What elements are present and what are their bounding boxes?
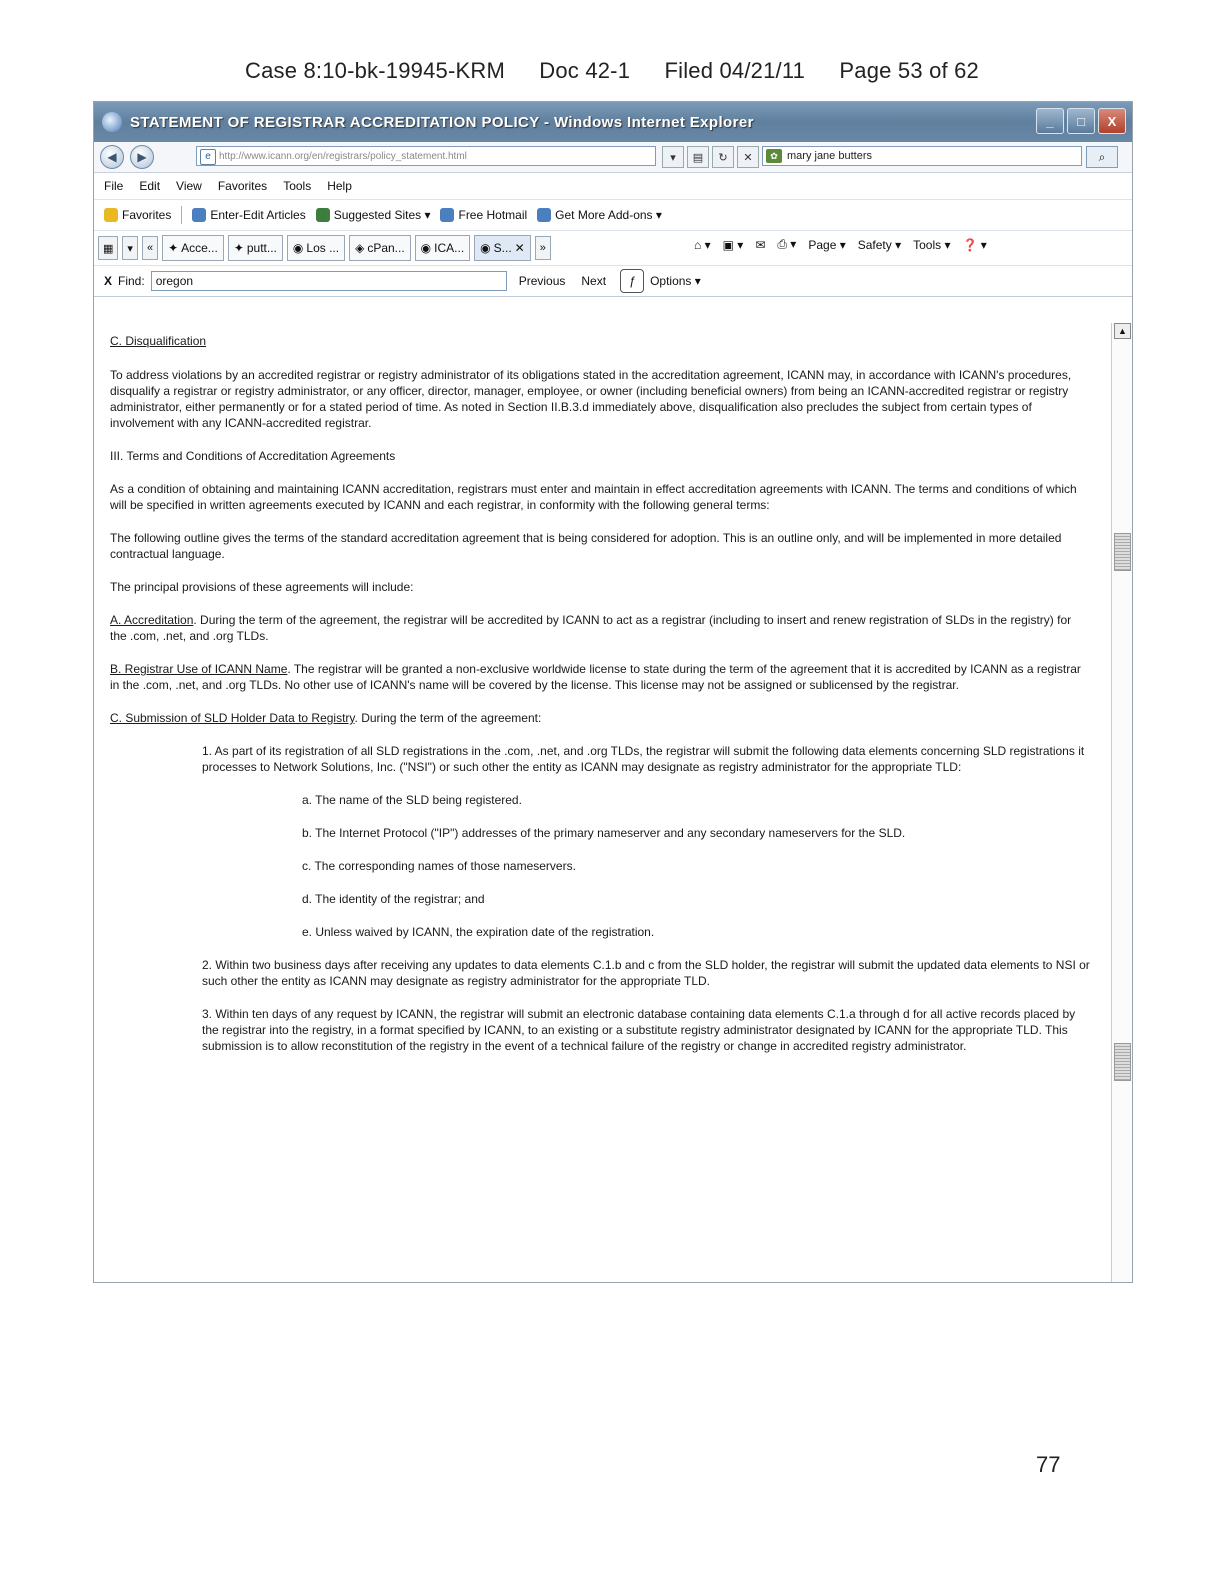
fav-get-addons-label: Get More Add-ons ▾ (555, 208, 662, 222)
url-field[interactable] (196, 146, 656, 166)
find-bar (94, 266, 1132, 297)
browser-tab[interactable] (162, 235, 224, 261)
search-provider-icon: ✿ (766, 149, 782, 163)
browser-tab[interactable] (287, 235, 345, 261)
paragraph-text: . During the term of the agreement, the registrar will be accredited by ICANN to act as a registrar (including to insert and renew registration of SLDs in the registry) for the .com, .net, and .org TLDs. (110, 613, 1072, 643)
close-tab-icon[interactable]: ✕ (514, 241, 525, 255)
list-item: 2. Within two business days after receiving any updates to data elements C.1.b and c from the SLD holder, the registrar will submit the updated data elements to NSI or such other the entity as ICANN may designate as registry administrator for the appropriate TLD. (202, 958, 1090, 988)
menu-help[interactable]: Help (327, 179, 352, 193)
list-item: 1. As part of its registration of all SLD registrations in the .com, .net, and .org TLDs, the registrar will submit the following data elements concerning SLD registrations it processes to Network Solutions, Inc. ("NSI") or such other the entity as ICANN may designate as registry administrator for the appropriate TLD: (202, 744, 1085, 774)
fav-get-addons[interactable] (537, 208, 662, 222)
url-text: http://www.icann.org/en/registrars/policy_statement.html (219, 150, 467, 162)
list-item: d. The identity of the registrar; and (302, 892, 485, 906)
list-item: e. Unless waived by ICANN, the expiration date of the registration. (302, 925, 655, 939)
browser-window (93, 101, 1133, 1283)
find-previous-button[interactable]: Previous (518, 274, 566, 288)
page-number: 77 (1036, 1452, 1061, 1477)
doc-number: Doc 42-1 (539, 58, 631, 83)
find-options-button[interactable]: Options ▾ (650, 274, 701, 288)
divider (181, 206, 182, 224)
find-label: Find: (118, 274, 145, 288)
fav-free-hotmail-label: Free Hotmail (458, 208, 528, 222)
paragraph: The following outline gives the terms of the standard accreditation agreement that is being considered for adoption. This is an outline only, and will be implemented in more detailed contractual language. (110, 531, 1062, 561)
menu-edit[interactable]: Edit (139, 179, 161, 193)
tab-title: S... (493, 241, 512, 255)
find-close-button[interactable]: X (104, 274, 113, 288)
fav-suggested-sites[interactable] (316, 208, 431, 222)
tab-favicon: ✦ (168, 241, 179, 255)
paragraph: As a condition of obtaining and maintaining ICANN accreditation, registrars must enter and maintain in effect accreditation agreements with ICANN. The terms and conditions of which will be specified in written agreements executed by ICANN and each registrar, in conformity with the following general terms: (110, 482, 1077, 512)
registrar-use-link[interactable]: B. Registrar Use of ICANN Name (110, 662, 288, 676)
fav-enter-edit[interactable] (192, 208, 305, 222)
vertical-scrollbar[interactable] (1111, 323, 1132, 1282)
scroll-up-icon[interactable]: ▲ (1114, 323, 1131, 339)
browser-tab[interactable] (349, 235, 411, 261)
favorites-bar (94, 200, 1132, 231)
list-item: a. The name of the SLD being registered. (302, 793, 522, 807)
maximize-button[interactable]: □ (1067, 108, 1095, 134)
fav-suggested-sites-label: Suggested Sites ▾ (333, 208, 431, 222)
list-item: b. The Internet Protocol ("IP") addresses of the primary nameserver and any secondary nameservers for the SLD. (302, 826, 906, 840)
ie-logo-icon (102, 112, 122, 132)
menu-bar (94, 173, 1132, 200)
favorites-button[interactable] (104, 208, 171, 222)
tab-title: ICA... (434, 241, 465, 255)
ie-page-icon (192, 208, 206, 222)
scroll-tabs-right-icon[interactable]: » (535, 236, 551, 260)
address-bar (94, 142, 1132, 173)
section-heading: C. Disqualification (110, 334, 207, 348)
find-next-button[interactable]: Next (581, 274, 607, 288)
back-button[interactable]: ◀ (100, 145, 124, 169)
tab-favicon: ◉ (292, 241, 304, 255)
paragraph-text: . The registrar will be granted a non-exclusive worldwide license to state during the term of the agreement that it is accredited by ICANN as a registrar in the .com, .net, and .org TLDs. No other use of ICANN's name will be covered by the license. This license may not be assigned or sublicensed by the registrar. (110, 662, 1081, 692)
tab-favicon: ◉ (420, 241, 432, 255)
title-bar[interactable] (94, 102, 1132, 142)
menu-favorites[interactable]: Favorites (217, 179, 268, 193)
browser-tab-active[interactable] (474, 235, 531, 261)
paragraph-text: . During the term of the agreement: (354, 711, 542, 725)
close-button[interactable]: X (1098, 108, 1126, 134)
fav-free-hotmail[interactable] (440, 208, 527, 222)
paragraph (110, 710, 1090, 726)
safety-menu[interactable]: Safety ▾ (857, 237, 902, 252)
ie-page-icon (440, 208, 454, 222)
refresh-icon[interactable]: ↻ (712, 146, 734, 168)
ie-page-icon (537, 208, 551, 222)
address-dropdown-icon[interactable]: ▾ (662, 146, 684, 168)
submission-link[interactable]: C. Submission of SLD Holder Data to Registry (110, 711, 355, 725)
star-icon (104, 208, 118, 222)
find-input[interactable]: oregon (151, 271, 507, 291)
home-icon[interactable]: ⌂ ▾ (694, 237, 711, 252)
highlight-matches-icon[interactable]: ƒ (620, 269, 644, 293)
list-item: 3. Within ten days of any request by ICANN, the registrar will submit an electronic database containing data elements C.1.a through d for all active records placed by the registrar into the registry, in a format specified by ICANN, to an existing or a substitute registry administrator designated by ICANN for the appropriate TLD. This submission is to allow reconstitution of the registry in the event of a technical failure of the registry or change in accredited registry administrator. (202, 1007, 1076, 1053)
compat-view-icon[interactable]: ▤ (687, 146, 709, 168)
command-bar (694, 237, 987, 252)
list-item: c. The corresponding names of those nameservers. (302, 859, 576, 873)
menu-tools[interactable]: Tools (283, 179, 312, 193)
tab-favicon: ◈ (355, 241, 365, 255)
case-header (0, 58, 1224, 84)
paragraph (110, 661, 1090, 693)
page-icon: e (200, 149, 216, 165)
section-heading: III. Terms and Conditions of Accreditation Agreements (110, 449, 396, 463)
tab-favicon: ✦ (233, 241, 244, 255)
forward-button[interactable]: ▶ (130, 145, 154, 169)
quick-tabs-icon[interactable]: ▦ (98, 236, 118, 260)
paragraph: To address violations by an accredited registrar or registry administrator of its obligations stated in the accreditation agreement, ICANN may, in accordance with ICANN's procedures, disqualify a registrar or registry administrator, or any officer, director, manager, employee, or owner (including beneficial owners) from being an ICANN-accredited registrar or registry administrator, either permanently or for a stated period of time. As noted in Section II.B.3.d immediately above, disqualification also precludes the subject from certain types of involvement with any ICANN-accredited registrar. (110, 368, 1072, 430)
tab-title: Acce... (181, 241, 218, 255)
search-icon[interactable]: ⌕ (1086, 146, 1118, 168)
scroll-tabs-left-icon[interactable]: « (142, 236, 158, 260)
menu-file[interactable]: File (104, 179, 124, 193)
suggested-sites-icon (316, 208, 330, 222)
search-input[interactable] (762, 146, 1082, 166)
tab-title: putt... (246, 241, 277, 255)
tab-title: Los ... (306, 241, 340, 255)
tab-list-icon[interactable]: ▾ (122, 236, 138, 260)
feeds-icon[interactable]: ▣ ▾ (722, 237, 744, 252)
tools-menu[interactable]: Tools ▾ (913, 237, 951, 252)
case-number: Case 8:10-bk-19945-KRM (245, 58, 505, 83)
stop-icon[interactable]: ✕ (737, 146, 759, 168)
page-menu[interactable]: Page ▾ (808, 237, 846, 252)
paragraph: The principal provisions of these agreements will include: (110, 580, 414, 594)
window-title: STATEMENT OF REGISTRAR ACCREDITATION POLICY - Windows Internet Explorer (130, 113, 754, 131)
print-icon[interactable]: ⎙ ▾ (777, 237, 797, 251)
tab-title: cPan... (367, 241, 405, 255)
scroll-thumb[interactable] (1114, 1043, 1131, 1081)
browser-tab[interactable] (415, 235, 471, 261)
page-of: Page 53 of 62 (839, 58, 979, 83)
browser-tab[interactable] (228, 235, 283, 261)
page-content (94, 323, 1110, 1282)
tab-bar (94, 231, 1132, 266)
minimize-button[interactable]: _ (1036, 108, 1064, 134)
paragraph (110, 612, 1090, 644)
tab-favicon: ◉ (480, 241, 491, 255)
help-icon[interactable]: ❓ ▾ (962, 237, 987, 252)
filed-date: Filed 04/21/11 (664, 58, 806, 83)
accreditation-link[interactable]: A. Accreditation (110, 613, 194, 627)
mail-icon[interactable]: ✉ (755, 237, 766, 252)
search-text: mary jane butters (787, 150, 872, 162)
scroll-thumb[interactable] (1114, 533, 1131, 571)
menu-view[interactable]: View (176, 179, 202, 193)
favorites-label: Favorites (122, 208, 172, 222)
fav-enter-edit-label: Enter-Edit Articles (210, 208, 306, 222)
